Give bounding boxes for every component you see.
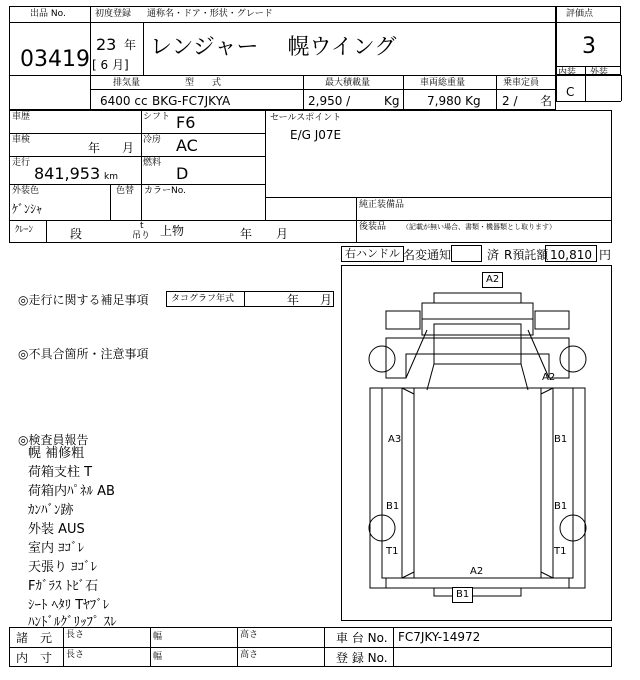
report-item: 幌 補修粗 <box>28 446 85 461</box>
report-item: 外装 AUS <box>28 522 85 537</box>
report-item: 室内 ﾖｺﾞﾚ <box>28 541 85 556</box>
name-change-label: 名変通知 <box>403 248 452 262</box>
gross-label: 車両総重量 <box>420 78 466 88</box>
mark-left-rear-t: T1 <box>386 546 399 557</box>
grade-value: 3 <box>582 34 596 59</box>
inspection-month: 月 <box>122 141 135 155</box>
upper-year: 年 <box>240 227 253 241</box>
ac-value: AC <box>176 136 198 155</box>
color-value: ｹﾞﾝｼｬ <box>12 202 43 216</box>
crane-lift: 吊り <box>132 231 151 241</box>
rhd-badge: 右ハンドル <box>341 246 404 262</box>
shift-value: F6 <box>176 113 196 132</box>
report-item: 天張り ﾖｺﾞﾚ <box>28 560 98 575</box>
load-value: 2,950 / <box>308 94 351 108</box>
mileage-label: 走行 <box>12 158 31 168</box>
reg-label: 初度登録 <box>95 9 132 19</box>
reg-no-label: 登 録 No. <box>336 651 388 665</box>
upper-label: 上物 <box>160 224 185 238</box>
length-label: 長さ <box>66 650 85 660</box>
aftermarket-label: 後装品 <box>359 222 387 232</box>
damage-diagram <box>341 265 612 621</box>
disp-label: 排気量 <box>113 78 141 88</box>
tacho-label: タコグラフ年式 <box>171 294 235 304</box>
disp-value: 6400 cc <box>100 94 148 108</box>
reg-year-unit: 年 <box>124 38 137 52</box>
vehicle-name: レンジャー 幌ウイング <box>150 35 397 60</box>
inspection-year: 年 <box>88 141 101 155</box>
report-item: ﾊﾝﾄﾞﾙｸﾞﾘｯﾌﾟ ｽﾚ <box>28 615 117 630</box>
aftermarket-note: （記載が無い場合、書類・機器類とし取ります） <box>402 223 556 231</box>
mileage-unit: km <box>104 172 118 182</box>
report-label: ◎検査員報告 <box>18 433 89 447</box>
recycle-value: 10,810 <box>550 248 592 262</box>
lot-number: 03419 <box>20 47 90 72</box>
length-label: 長さ <box>66 630 85 640</box>
width-label: 幅 <box>153 632 163 642</box>
load-label: 最大積載量 <box>325 78 371 88</box>
crane-stage: 段 <box>70 227 83 241</box>
ac-label: 冷房 <box>143 135 162 145</box>
mark-front: A2 <box>482 272 503 288</box>
gross-value: 7,980 Kg <box>427 94 481 108</box>
sales-point-value: E/G J07E <box>290 128 342 142</box>
equipment-label: 純正装備品 <box>359 200 405 210</box>
mark-right-body: B1 <box>554 434 568 445</box>
exterior-label: 外装 <box>590 68 609 78</box>
upper-month: 月 <box>276 227 289 241</box>
name-label: 通称名・ドア・形状・グレード <box>147 9 273 19</box>
recycle-unit: 円 <box>599 248 612 262</box>
fuel-label: 燃料 <box>143 158 162 168</box>
shift-label: シフト <box>143 112 171 122</box>
model-value: BKG-FC7JKYA <box>152 94 231 108</box>
reg-year: 23 <box>96 35 117 54</box>
report-item: Fｶﾞﾗｽ ﾄﾋﾞ石 <box>28 579 99 594</box>
mark-right-rear-t: T1 <box>554 546 567 557</box>
height-label: 高さ <box>240 630 259 640</box>
color-label: 外装色 <box>12 186 40 196</box>
sales-point-label: セールスポイント <box>270 113 342 123</box>
recycle-prefix: 済 <box>487 248 500 262</box>
model-label: 型 式 <box>185 78 222 88</box>
tacho-month: 月 <box>320 293 333 307</box>
mark-right-front: A2 <box>542 372 556 383</box>
load-unit: Kg <box>384 94 400 108</box>
report-item: 荷箱支柱 T <box>28 465 93 480</box>
interior-label: 内装 <box>558 68 577 78</box>
chassis-label: 車 台 No. <box>336 631 388 645</box>
recycle-label: R預託額 <box>504 248 549 262</box>
crane-label: ｸﾚｰﾝ <box>15 225 34 235</box>
defects-label: ◎不具合箇所・注意事項 <box>18 347 149 361</box>
mark-rear-panel: A2 <box>470 566 484 577</box>
tacho-year: 年 <box>287 293 300 307</box>
crane-ton: t <box>140 221 144 231</box>
history-label: 車歴 <box>12 112 31 122</box>
color-change-label: 色替 <box>116 186 135 196</box>
fuel-value: D <box>176 164 189 183</box>
reg-month: [ 6 月] <box>92 58 129 72</box>
interior-grade: C <box>566 85 575 99</box>
supplement-label: ◎走行に関する補足事項 <box>18 293 149 307</box>
capacity-unit: 名 <box>540 94 553 108</box>
capacity-label: 乗車定員 <box>503 78 540 88</box>
lot-label: 出品 No. <box>30 9 66 19</box>
mark-rear-bumper: B1 <box>452 587 473 603</box>
mark-left-body: A3 <box>388 434 402 445</box>
color-code-label: カラーNo. <box>144 186 186 196</box>
width-label: 幅 <box>153 652 163 662</box>
mark-right-rear: B1 <box>554 501 568 512</box>
report-item: ｼｰﾄ ﾍﾀﾘ Tﾔﾌﾞﾚ <box>28 598 110 613</box>
mark-left-rear: B1 <box>386 501 400 512</box>
interior-dims-label: 内 寸 <box>16 651 53 665</box>
name-change-box <box>451 245 482 262</box>
chassis-no: FC7JKY-14972 <box>398 630 481 644</box>
inspection-label: 車検 <box>12 135 31 145</box>
mileage-value: 841,953 <box>34 164 101 183</box>
height-label: 高さ <box>240 650 259 660</box>
report-item: ｶﾝﾊﾞﾝ跡 <box>28 503 74 518</box>
grade-label: 評価点 <box>566 9 594 19</box>
report-item: 荷箱内ﾊﾟﾈﾙ AB <box>28 484 115 499</box>
capacity-value: 2 / <box>502 94 518 108</box>
dims-label: 諸 元 <box>16 631 53 645</box>
